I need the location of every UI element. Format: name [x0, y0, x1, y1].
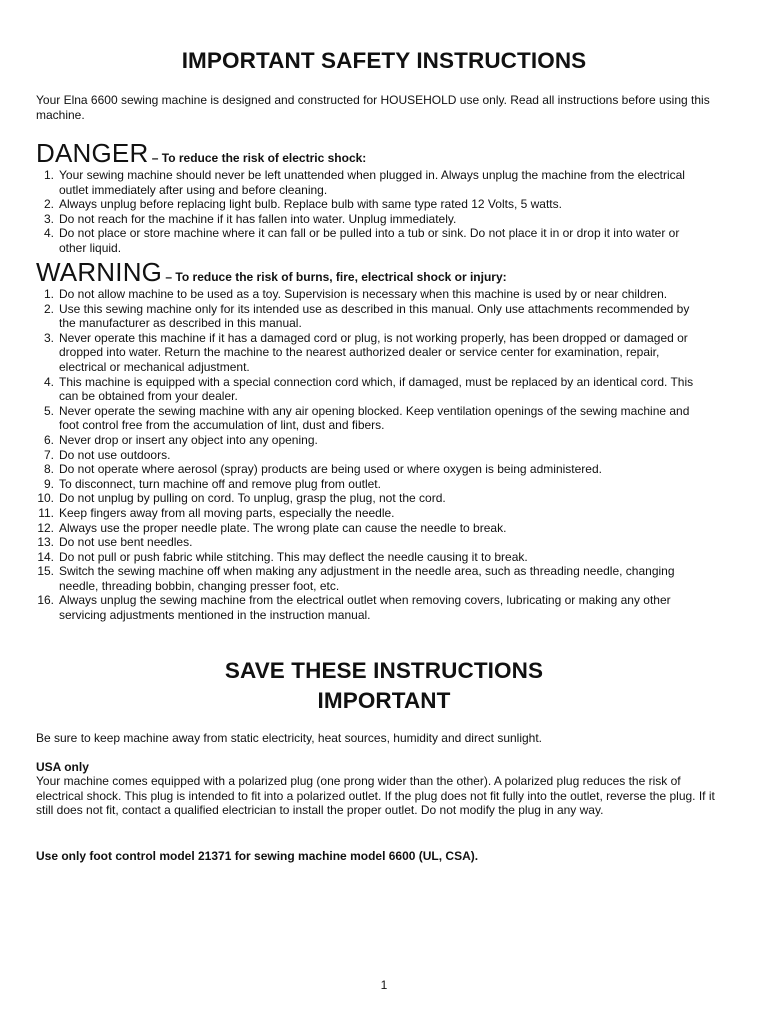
page-number: 1 [380, 978, 388, 992]
list-item [36, 550, 706, 565]
list-item-number: 16. [37, 593, 54, 608]
list-item [36, 462, 706, 477]
list-item-number: 7. [43, 447, 54, 462]
list-item-number: 9. [43, 476, 54, 491]
usa-only-heading: USA only [36, 760, 89, 774]
list-item [36, 521, 706, 536]
list-item [36, 168, 706, 197]
list-item [36, 564, 706, 593]
keep-away-paragraph: Be sure to keep machine away from static electricity, heat sources, humidity and direct sunlight. [36, 731, 543, 745]
list-item-text: Do not use bent needles. [59, 535, 193, 550]
list-item-text: Switch the sewing machine off when making any adjustment in the needle area, such as threading needle, changing needle, threading bobbin, changing presser foot, etc. [59, 564, 675, 593]
list-item [36, 375, 706, 404]
list-item-number: 5. [43, 403, 54, 418]
list-item-number: 2. [43, 301, 54, 316]
list-item-number: 10. [37, 491, 54, 506]
warning-heading [36, 257, 507, 288]
list-item-number: 4. [43, 374, 54, 389]
list-item [36, 593, 706, 622]
list-item [36, 302, 706, 331]
list-item-number: 6. [43, 432, 54, 447]
list-item-number: 1. [43, 168, 54, 182]
list-item-text: To disconnect, turn machine off and remove plug from outlet. [59, 476, 381, 491]
list-item-number: 15. [37, 564, 54, 579]
list-item [36, 491, 706, 506]
list-item-text: Always unplug the sewing machine from the electrical outlet when removing covers, lubricating or making any other servicing adjustments mentioned in the instruction manual. [59, 593, 671, 623]
warning-subheading: – To reduce the risk of burns, fire, electrical shock or injury: [162, 270, 507, 284]
save-heading-line2: IMPORTANT [317, 688, 451, 713]
list-item-text: Do not unplug by pulling on cord. To unplug, grasp the plug, not the cord. [59, 491, 446, 506]
save-instructions-heading [0, 656, 768, 716]
list-item-text: Never drop or insert any object into any opening. [59, 432, 318, 447]
list-item-number: 3. [43, 211, 54, 226]
list-item [36, 197, 706, 212]
list-item [36, 212, 706, 227]
save-heading-line1: SAVE THESE INSTRUCTIONS [224, 658, 544, 683]
list-item [36, 404, 706, 433]
list-item-number: 11. [38, 505, 54, 520]
list-item-text: Never operate the sewing machine with any air opening blocked. Keep ventilation openings of the sewing machine and foot control free from the accumulation of lint, dust and fibers. [59, 403, 690, 433]
list-item-number: 3. [43, 330, 54, 345]
list-item-number: 12. [37, 520, 54, 535]
list-item [36, 331, 706, 375]
list-item-number: 14. [37, 549, 54, 564]
list-item-text: Never operate this machine if it has a damaged cord or plug, is not working properly, has been dropped or damaged or dropped into water. Return the machine to the nearest authorized dealer or service center for examination, repair, electrical or mechanical adjustment. [59, 330, 688, 374]
list-item [36, 226, 706, 255]
list-item-number: 2. [43, 197, 54, 212]
list-item [36, 433, 706, 448]
list-item-text: Use this sewing machine only for its intended use as described in this manual. Only use attachments recommended by the manufacturer as described in this manual. [59, 301, 690, 331]
danger-heading [36, 138, 366, 169]
warning-label: WARNING [36, 257, 163, 287]
list-item [36, 506, 706, 521]
danger-list [36, 168, 706, 256]
list-item-text: Do not pull or push fabric while stitching. This may deflect the needle causing it to break. [59, 549, 528, 564]
list-item-text: Do not allow machine to be used as a toy. Supervision is necessary when this machine is used by or near children. [59, 287, 668, 301]
list-item-number: 13. [37, 535, 54, 550]
list-item-text: Do not reach for the machine if it has fallen into water. Unplug immediately. [59, 211, 457, 226]
list-item-number: 8. [43, 462, 54, 477]
list-item-text: This machine is equipped with a special connection cord which, if damaged, must be replaced by an identical cord. This can be obtained from your dealer. [59, 374, 694, 404]
list-item [36, 535, 706, 550]
intro-paragraph: Your Elna 6600 sewing machine is designed and constructed for HOUSEHOLD use only. Read all instructions before using this machine. [36, 93, 710, 122]
list-item-text: Always unplug before replacing light bulb. Replace bulb with same type rated 12 Volts, 5 watts. [59, 197, 562, 212]
danger-subheading: – To reduce the risk of electric shock: [148, 151, 367, 165]
usa-only-paragraph: Your machine comes equipped with a polarized plug (one prong wider than the other). A polarized plug reduces the risk of electrical shock. This plug is intended to fit into a polarized outlet. If the plug does not fit fully into the outlet, reverse the plug. If it still does not fit, contact a qualified electrician to install the proper outlet. Do not modify the plug in any way. [36, 774, 715, 818]
list-item [36, 477, 706, 492]
list-item-text: Keep fingers away from all moving parts, especially the needle. [59, 505, 395, 520]
list-item-text: Your sewing machine should never be left unattended when plugged in. Always unplug the machine from the electrical outlet immediately after using and before cleaning. [59, 168, 685, 197]
list-item-text: Do not place or store machine where it can fall or be pulled into a tub or sink. Do not place it in or drop it into water or other liquid. [59, 226, 680, 255]
foot-control-note: Use only foot control model 21371 for sewing machine model 6600 (UL, CSA). [36, 849, 479, 863]
list-item [36, 448, 706, 463]
list-item-text: Do not use outdoors. [59, 447, 171, 462]
list-item-number: 4. [43, 226, 54, 241]
page-title: IMPORTANT SAFETY INSTRUCTIONS [181, 48, 587, 73]
danger-label: DANGER [36, 138, 149, 168]
list-item-number: 1. [43, 287, 54, 301]
list-item-text: Do not operate where aerosol (spray) products are being used or where oxygen is being administered. [59, 462, 602, 477]
list-item [36, 287, 706, 302]
list-item-text: Always use the proper needle plate. The wrong plate can cause the needle to break. [59, 520, 507, 535]
warning-list [36, 287, 706, 623]
